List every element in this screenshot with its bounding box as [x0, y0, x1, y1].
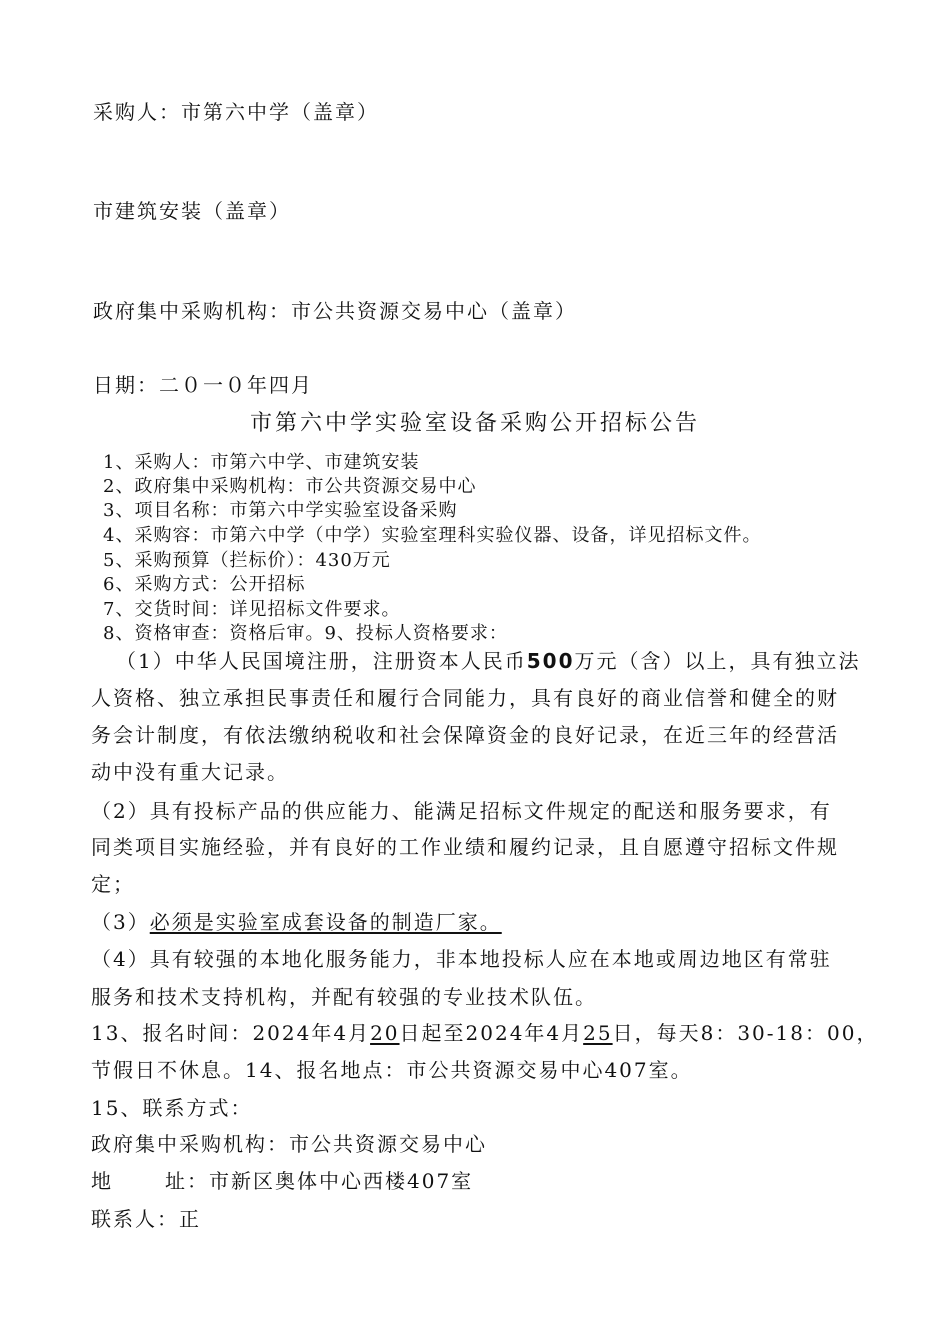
- registration-day-start: 20: [370, 1021, 400, 1045]
- requirement-2-line: 同类项目实施经验，并有良好的工作业绩和履约记录，且自愿遵守招标文件规: [91, 835, 839, 859]
- requirement-1-rest: 万元（含）以上，具有独立法: [574, 649, 861, 673]
- notice-item: 8、资格审查：资格后审。9、投标人资格要求：: [103, 623, 508, 644]
- registration-time-mid: 日起至2024年4月: [399, 1021, 584, 1045]
- requirement-3-prefix: （3）: [91, 910, 150, 934]
- requirement-3-line: [91, 908, 502, 936]
- registration-time-start: 13、报名时间：2024年4月: [91, 1021, 371, 1045]
- notice-item: 2、政府集中采购机构：市公共资源交易中心: [103, 476, 477, 497]
- notice-item: 7、交货时间：详见招标文件要求。: [103, 599, 401, 620]
- requirement-2-line: （2）具有投标产品的供应能力、能满足招标文件规定的配送和服务要求，有: [91, 799, 832, 823]
- notice-item: 3、项目名称：市第六中学实验室设备采购: [103, 500, 458, 521]
- contact-person: 联系人：正: [91, 1207, 201, 1231]
- signature-date: 日期：二０一０年四月: [93, 373, 313, 397]
- contact-address: [91, 1167, 473, 1195]
- notice-item: 6、采购方式：公开招标: [103, 574, 306, 595]
- registration-time-hours: 日，每天8：30-18：00，: [612, 1021, 879, 1045]
- registration-time: [91, 1019, 878, 1047]
- requirement-3-text: 必须是实验室成套设备的制造厂家。: [149, 910, 502, 934]
- requirement-2-line: 定；: [91, 872, 135, 896]
- requirement-1-line: 人资格、独立承担民事责任和履行合同能力，具有良好的商业信誉和健全的财: [91, 686, 839, 710]
- contact-agency: 政府集中采购机构：市公共资源交易中心: [91, 1132, 487, 1156]
- notice-item: 1、采购人：市第六中学、市建筑安装: [103, 452, 420, 473]
- contact-heading: 15、联系方式：: [91, 1096, 253, 1120]
- requirement-1-prefix: （1）中华人民国境注册，注册资本人民币: [116, 649, 527, 673]
- notice-item: 5、采购预算（拦标价）：430万元: [103, 550, 391, 571]
- notice-item: 4、采购容：市第六中学（中学）实验室理科实验仪器、设备，详见招标文件。: [103, 525, 762, 546]
- registration-place: 节假日不休息。14、报名地点：市公共资源交易中心407室。: [91, 1058, 693, 1082]
- notice-title: 市第六中学实验室设备采购公开招标公告: [249, 411, 700, 436]
- builder-signature: 市建筑安装（盖章）: [93, 199, 291, 223]
- address-label: 地: [91, 1169, 113, 1193]
- agency-signature: 政府集中采购机构：市公共资源交易中心（盖章）: [93, 299, 577, 323]
- requirement-1-line: 务会计制度，有依法缴纳税收和社会保障资金的良好记录，在近三年的经营活: [91, 723, 839, 747]
- requirement-1-line: 动中没有重大记录。: [91, 760, 289, 784]
- requirement-1-line: [116, 647, 860, 675]
- address-value: 址：市新区奥体中心西楼407室: [165, 1169, 474, 1193]
- registration-day-end: 25: [583, 1021, 613, 1045]
- requirement-4-line: 服务和技术支持机构，并配有较强的专业技术队伍。: [91, 985, 597, 1009]
- registered-capital-amount: 500: [526, 649, 575, 673]
- requirement-4-line: （4）具有较强的本地化服务能力，非本地投标人应在本地或周边地区有常驻: [91, 947, 832, 971]
- purchaser-signature: 采购人：市第六中学（盖章）: [93, 100, 379, 124]
